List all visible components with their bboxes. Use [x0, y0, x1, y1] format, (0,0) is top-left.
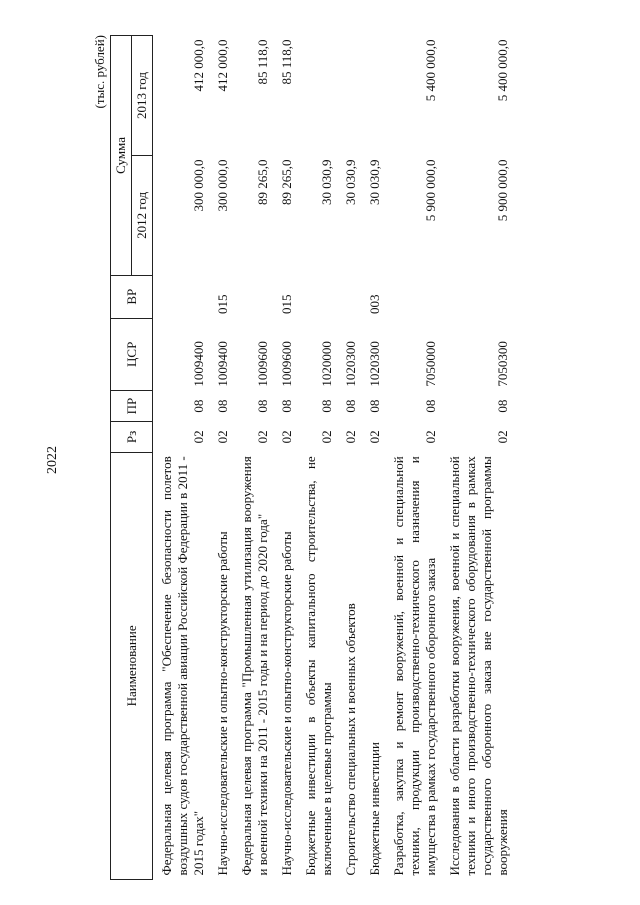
row-sum-2013 — [297, 36, 337, 156]
row-rz: 02 — [367, 430, 382, 444]
row-csr: 1020000 — [319, 341, 334, 387]
row-sum-2012: 89 265,0 — [255, 159, 270, 205]
row-sum-2012: 5 900 000,0 — [423, 159, 438, 222]
row-sum-2012: 30 030,9 — [319, 159, 334, 205]
row-sum-2012: 300 000,0 — [215, 159, 230, 212]
table-row — [233, 36, 273, 880]
header-rz: Рз — [111, 422, 153, 453]
row-vr: 015 — [215, 294, 230, 315]
rotated-table-page — [92, 35, 602, 880]
header-csr: ЦСР — [111, 318, 153, 391]
header-2013: 2013 год — [132, 36, 153, 156]
row-vr — [153, 275, 210, 318]
row-sum-2013: 412 000,0 — [191, 39, 206, 92]
row-pr: 08 — [319, 399, 334, 413]
row-sum-2013: 5 400 000,0 — [495, 39, 510, 102]
row-name: Разработка, закупка и ремонт вооружений, военной и специальной техники, продукции производственно-технического назначения и имущества в рамках государственного оборонного заказа — [391, 456, 438, 876]
row-sum-2013 — [337, 36, 361, 156]
row-sum-2013: 85 118,0 — [279, 39, 294, 85]
row-name: Бюджетные инвестиции — [367, 742, 382, 876]
header-pr: ПР — [111, 391, 153, 422]
page-number: 2022 — [45, 446, 60, 474]
row-name: Федеральная целевая программа "Промышленная утилизация вооружения и военной техники на 2011 - 2015 годы и на период до 2020 года" — [239, 456, 270, 876]
table-row — [273, 36, 297, 880]
row-name: Строительство специальных и военных объектов — [343, 603, 358, 876]
row-sum-2012: 5 900 000,0 — [495, 159, 510, 222]
row-vr — [385, 275, 441, 318]
row-csr: 1009400 — [215, 341, 230, 387]
row-vr: 015 — [279, 294, 294, 315]
row-rz: 02 — [423, 430, 438, 444]
row-sum-2012: 300 000,0 — [191, 159, 206, 212]
table-body — [153, 36, 514, 880]
header-2012: 2012 год — [132, 155, 153, 275]
table-row — [337, 36, 361, 880]
header-vr: ВР — [111, 275, 153, 318]
row-rz: 02 — [191, 430, 206, 444]
row-sum-2012: 30 030,9 — [343, 159, 358, 205]
row-name: Научно-исследовательские и опытно-конструкторские работы — [215, 531, 230, 876]
budget-table — [110, 35, 513, 880]
table-row — [385, 36, 441, 880]
row-pr: 08 — [343, 399, 358, 413]
row-pr: 08 — [495, 399, 510, 413]
row-name: Научно-исследовательские и опытно-конструкторские работы — [279, 531, 294, 876]
row-sum-2013: 412 000,0 — [215, 39, 230, 92]
row-name: Федеральная целевая программа "Обеспечение безопасности полетов воздушных судов государственной авиации Российской Федерации в 2011 - 2015 годах" — [159, 456, 206, 876]
row-vr — [297, 275, 337, 318]
header-sum: Сумма — [111, 36, 132, 276]
row-sum-2013 — [361, 36, 385, 156]
row-vr — [233, 275, 273, 318]
row-csr: 1020300 — [367, 341, 382, 387]
table-row — [361, 36, 385, 880]
row-csr: 1009600 — [255, 341, 270, 387]
row-sum-2012: 89 265,0 — [279, 159, 294, 205]
header-row — [111, 36, 132, 880]
row-vr: 003 — [367, 294, 382, 315]
row-vr — [441, 275, 513, 318]
row-pr: 08 — [255, 399, 270, 413]
row-pr: 08 — [367, 399, 382, 413]
row-pr: 08 — [423, 399, 438, 413]
row-name: Бюджетные инвестиции в объекты капитального строительства, не включенные в целевые программы — [303, 456, 334, 876]
row-sum-2013: 85 118,0 — [255, 39, 270, 85]
row-csr: 1009400 — [191, 341, 206, 387]
row-vr — [337, 275, 361, 318]
table-row — [441, 36, 513, 880]
row-rz: 02 — [255, 430, 270, 444]
row-rz: 02 — [215, 430, 230, 444]
header-name: Наименование — [111, 452, 153, 879]
row-rz: 02 — [343, 430, 358, 444]
row-sum-2012: 30 030,9 — [367, 159, 382, 205]
units-label: (тыс. рублей) — [92, 35, 107, 109]
table-row — [209, 36, 233, 880]
row-name: Исследования в области разработки вооружения, военной и специальной техники и иного производственно-технического оборудования в рамках государственного оборонного заказа вне государственной программы вооружения — [447, 456, 510, 876]
row-pr: 08 — [215, 399, 230, 413]
table-row — [153, 36, 210, 880]
row-pr: 08 — [191, 399, 206, 413]
row-pr: 08 — [279, 399, 294, 413]
row-csr: 7050000 — [423, 341, 438, 387]
row-sum-2013: 5 400 000,0 — [423, 39, 438, 102]
row-rz: 02 — [319, 430, 334, 444]
row-csr: 7050300 — [495, 341, 510, 387]
row-csr: 1009600 — [279, 341, 294, 387]
row-rz: 02 — [495, 430, 510, 444]
table-row — [297, 36, 337, 880]
row-csr: 1020300 — [343, 341, 358, 387]
row-rz: 02 — [279, 430, 294, 444]
